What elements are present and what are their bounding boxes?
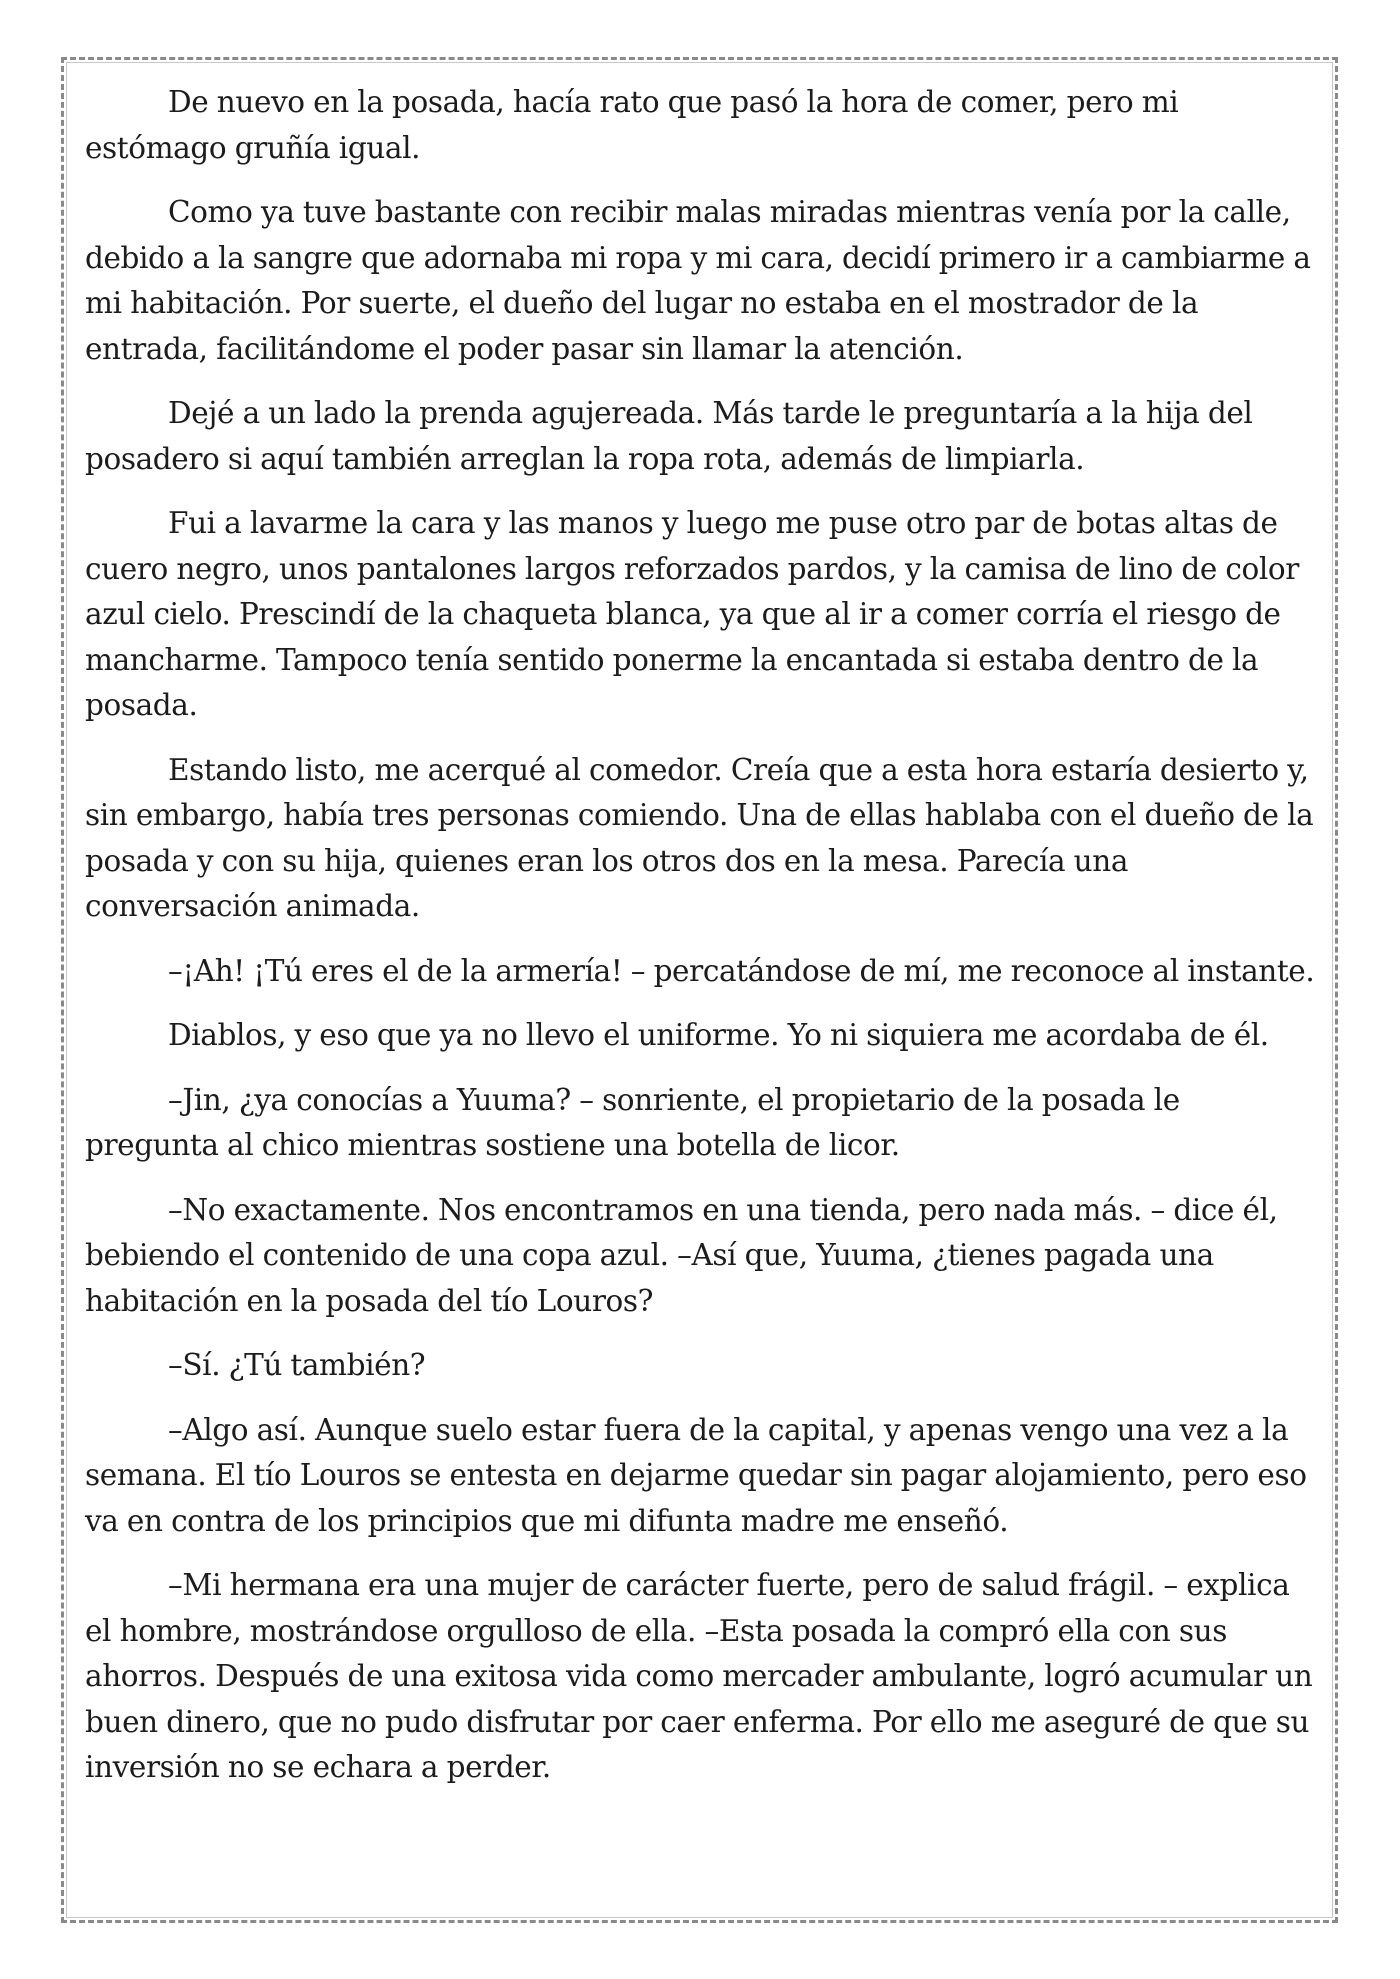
- paragraph-6: –¡Ah! ¡Tú eres el de la armería! – percatándose de mí, me reconoce al instante.: [168, 953, 1315, 988]
- paragraph-1: De nuevo en la posada, hacía rato que pasó la hora de comer, pero mi estómago gruñía igual.: [85, 85, 1179, 165]
- paragraph-7: Diablos, y eso que ya no llevo el uniforme. Yo ni siquiera me acordaba de él.: [168, 1018, 1269, 1052]
- paragraph-5: Estando listo, me acerqué al comedor. Creía que a esta hora estaría desierto y, sin embargo, había tres personas comiendo. Una de ellas hablaba con el dueño de la posada y con su hija, quienes eran los otros dos en la mesa. Parecía una conversación animada.: [85, 752, 1314, 923]
- paragraph-12: –Mi hermana era una mujer de carácter fuerte, pero de salud frágil. – explica el hombre, mostrándose orgulloso de ella. –Esta posada la compró ella con sus ahorros. Después de una exitosa vida como mercader ambulante, logró acumular un buen dinero, que no pudo disfrutar por caer enferma. Por ello me aseguré de que su inversión no se echara a perder.: [85, 1568, 1313, 1784]
- paragraph-3: Dejé a un lado la prenda agujereada. Más tarde le preguntaría a la hija del posadero si aquí también arreglan la ropa rota, además de limpiarla.: [85, 396, 1253, 476]
- paragraph-4: Fui a lavarme la cara y las manos y luego me puse otro par de botas altas de cuero negro, unos pantalones largos reforzados pardos, y la camisa de lino de color azul cielo. Prescindí de la chaqueta blanca, ya que al ir a comer corría el riesgo de mancharme. Tampoco tenía sentido ponerme la encantada si estaba dentro de la posada.: [85, 506, 1299, 722]
- paragraph-11: –Algo así. Aunque suelo estar fuera de la capital, y apenas vengo una vez a la semana. El tío Louros se entesta en dejarme quedar sin pagar alojamiento, pero eso va en contra de los principios que mi difunta madre me enseñó.: [85, 1412, 1307, 1538]
- paragraph-9: –No exactamente. Nos encontramos en una tienda, pero nada más. – dice él, bebiendo el contenido de una copa azul. –Así que, Yuuma, ¿tienes pagada una habitación en la posada del tío Louros?: [85, 1192, 1278, 1318]
- paragraph-2: Como ya tuve bastante con recibir malas miradas mientras venía por la calle, debido a la sangre que adornaba mi ropa y mi cara, decidí primero ir a cambiarme a mi habitación. Por suerte, el dueño del lugar no estaba en el mostrador de la entrada, facilitándome el poder pasar sin llamar la atención.: [85, 195, 1311, 366]
- paragraph-10: –Sí. ¿Tú también?: [168, 1348, 426, 1382]
- page-text: [85, 80, 1317, 1810]
- paragraph-8: –Jin, ¿ya conocías a Yuuma? – sonriente, el propietario de la posada le pregunta al chico mientras sostiene una botella de licor.: [85, 1082, 1180, 1162]
